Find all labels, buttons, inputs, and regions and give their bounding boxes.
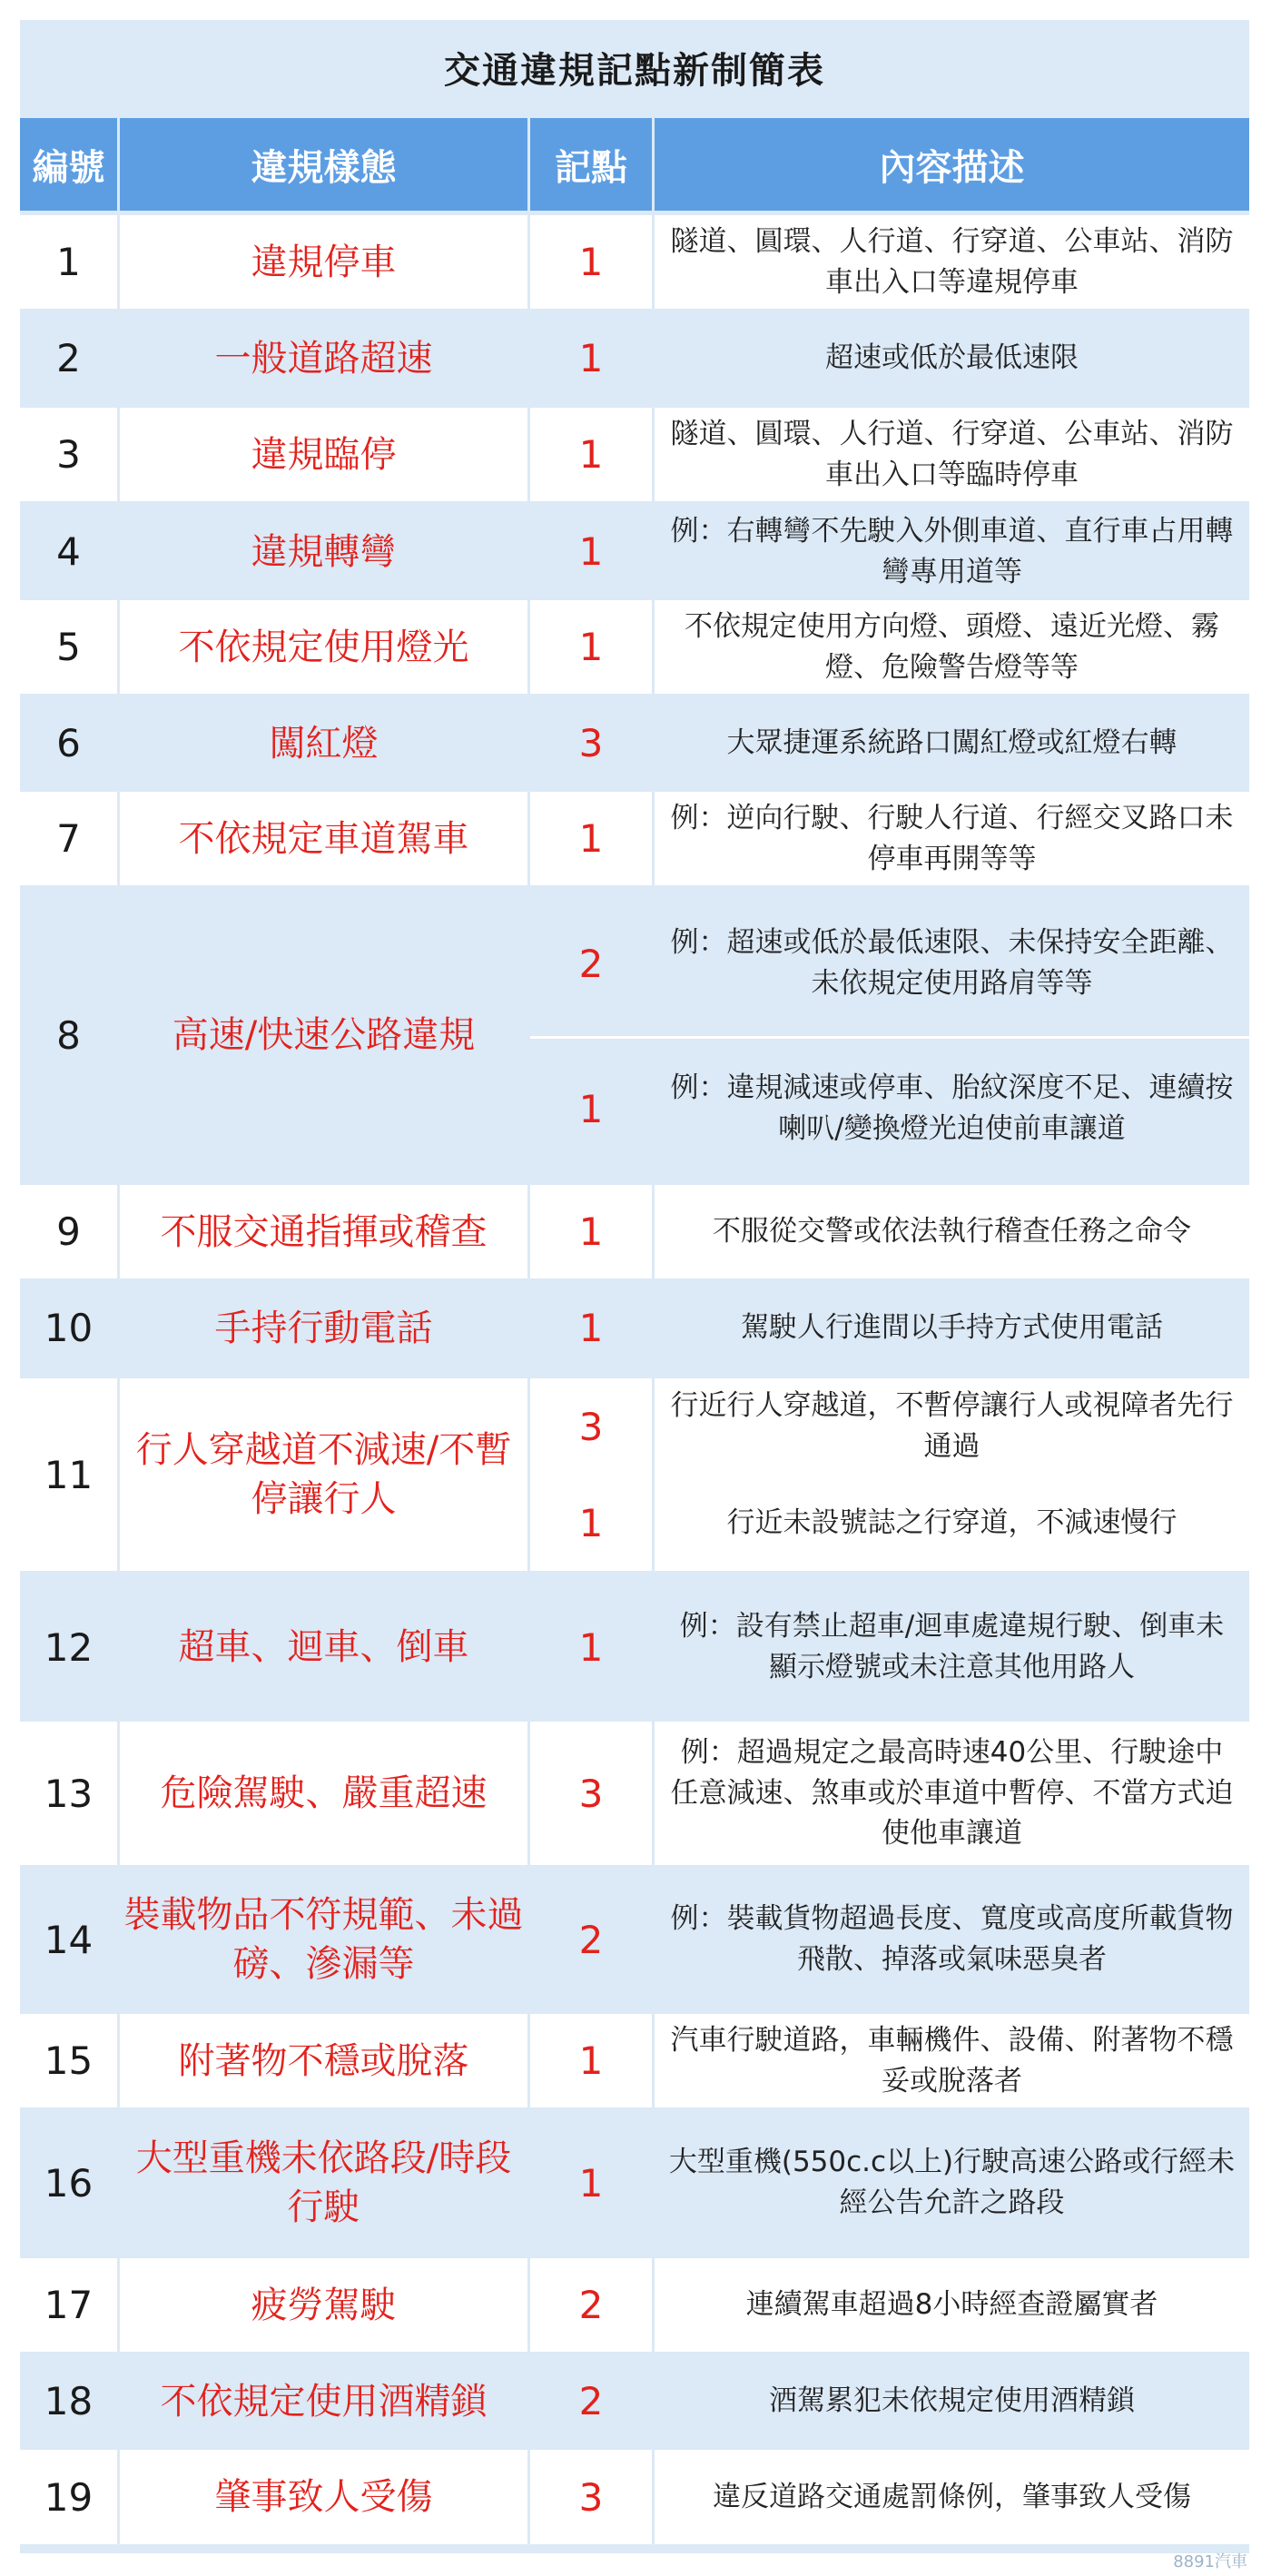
row-3-points: 1 xyxy=(530,408,652,501)
row-17-number: 17 xyxy=(20,2258,117,2352)
row-3-number: 3 xyxy=(20,408,117,501)
row-9-description: 不服從交警或依法執行稽查任務之命令 xyxy=(655,1185,1249,1278)
row-13-points: 3 xyxy=(530,1722,652,1865)
row-15-points: 1 xyxy=(530,2014,652,2107)
row-8-subrow-divider xyxy=(530,1036,1249,1039)
row-6-points: 3 xyxy=(530,696,652,790)
row-2-number: 2 xyxy=(20,311,117,405)
row-1-number: 1 xyxy=(20,215,117,309)
row-5-points: 1 xyxy=(530,600,652,694)
row-19-description: 違反道路交通處罰條例，肇事致人受傷 xyxy=(655,2450,1249,2544)
row-12-violation: 超車、迴車、倒車 xyxy=(120,1575,527,1719)
row-15-violation: 附著物不穩或脫落 xyxy=(120,2014,527,2107)
row-12-number: 12 xyxy=(20,1575,117,1719)
row-17-description: 連續駕車超過8小時經查證屬實者 xyxy=(655,2258,1249,2352)
row-7-description: 例：逆向行駛、行駛人行道、行經交叉路口未停車再開等等 xyxy=(655,792,1249,885)
row-6-violation: 闖紅燈 xyxy=(120,696,527,790)
row-13-violation: 危險駕駛、嚴重超速 xyxy=(120,1722,527,1865)
row-11-number: 11 xyxy=(20,1378,117,1571)
row-14-description: 例：裝載貨物超過長度、寬度或高度所載貨物飛散、掉落或氣味惡臭者 xyxy=(655,1868,1249,2011)
row-2-points: 1 xyxy=(530,311,652,405)
row-11-description-2: 行近未設號誌之行穿道，不減速慢行 xyxy=(655,1475,1249,1571)
header-points: 記點 xyxy=(530,118,652,211)
row-10-violation: 手持行動電話 xyxy=(120,1281,527,1375)
row-2-violation: 一般道路超速 xyxy=(120,311,527,405)
row-4-points: 1 xyxy=(530,505,652,598)
watermark: 8891汽車 xyxy=(1173,2552,1247,2571)
header-description: 內容描述 xyxy=(655,118,1249,211)
row-10-number: 10 xyxy=(20,1281,117,1375)
row-15-number: 15 xyxy=(20,2014,117,2107)
row-18-violation: 不依規定使用酒精鎖 xyxy=(120,2354,527,2448)
row-12-description: 例：設有禁止超車/迴車處違規行駛、倒車未顯示燈號或未注意其他用路人 xyxy=(655,1575,1249,1719)
row-1-points: 1 xyxy=(530,215,652,309)
row-17-points: 2 xyxy=(530,2258,652,2352)
row-9-points: 1 xyxy=(530,1185,652,1278)
row-19-violation: 肇事致人受傷 xyxy=(120,2450,527,2544)
row-2-description: 超速或低於最低速限 xyxy=(655,311,1249,405)
row-8-violation: 高速/快速公路違規 xyxy=(120,890,527,1180)
row-13-description: 例：超過規定之最高時速40公里、行駛途中任意減速、煞車或於車道中暫停、不當方式迫使他車讓道 xyxy=(655,1722,1249,1865)
row-10-points: 1 xyxy=(530,1281,652,1375)
row-6-description: 大眾捷運系統路口闖紅燈或紅燈右轉 xyxy=(655,696,1249,790)
row-13-number: 13 xyxy=(20,1722,117,1865)
row-4-description: 例：右轉彎不先駛入外側車道、直行車占用轉彎專用道等 xyxy=(655,505,1249,598)
row-5-number: 5 xyxy=(20,600,117,694)
row-8-description-2: 例：違規減速或停車、胎紋深度不足、連續按喇叭/變換燈光迫使前車讓道 xyxy=(655,1037,1249,1180)
row-17-violation: 疲勞駕駛 xyxy=(120,2258,527,2352)
row-14-points: 2 xyxy=(530,1868,652,2011)
row-11-description-1: 行近行人穿越道，不暫停讓行人或視障者先行通過 xyxy=(655,1378,1249,1475)
row-8-points-2: 1 xyxy=(530,1037,652,1180)
row-3-description: 隧道、圓環、人行道、行穿道、公車站、消防車出入口等臨時停車 xyxy=(655,408,1249,501)
row-4-number: 4 xyxy=(20,505,117,598)
header-violation: 違規樣態 xyxy=(120,118,527,211)
row-3-violation: 違規臨停 xyxy=(120,408,527,501)
row-16-violation: 大型重機未依路段/時段行駛 xyxy=(120,2111,527,2255)
row-6-number: 6 xyxy=(20,696,117,790)
row-1-violation: 違規停車 xyxy=(120,215,527,309)
row-16-number: 16 xyxy=(20,2111,117,2255)
row-16-points: 1 xyxy=(530,2111,652,2255)
row-11-violation: 行人穿越道不減速/不暫停讓行人 xyxy=(120,1378,527,1571)
row-18-description: 酒駕累犯未依規定使用酒精鎖 xyxy=(655,2354,1249,2448)
header-number: 編號 xyxy=(20,118,117,211)
row-15-description: 汽車行駛道路，車輛機件、設備、附著物不穩妥或脫落者 xyxy=(655,2014,1249,2107)
row-14-number: 14 xyxy=(20,1868,117,2011)
row-8-description-1: 例：超速或低於最低速限、未保持安全距離、未依規定使用路肩等等 xyxy=(655,890,1249,1037)
row-8-number: 8 xyxy=(20,890,117,1180)
row-18-points: 2 xyxy=(530,2354,652,2448)
row-7-number: 7 xyxy=(20,792,117,885)
row-1-description: 隧道、圓環、人行道、行穿道、公車站、消防車出入口等違規停車 xyxy=(655,215,1249,309)
row-7-points: 1 xyxy=(530,792,652,885)
row-18-number: 18 xyxy=(20,2354,117,2448)
row-9-number: 9 xyxy=(20,1185,117,1278)
page-title: 交通違規記點新制簡表 xyxy=(444,49,825,92)
row-9-violation: 不服交通指揮或稽查 xyxy=(120,1185,527,1278)
row-14-violation: 裝載物品不符規範、未過磅、滲漏等 xyxy=(120,1868,527,2011)
row-7-violation: 不依規定車道駕車 xyxy=(120,792,527,885)
row-11-points-1: 3 xyxy=(530,1378,652,1475)
row-16-description: 大型重機(550c.c以上)行駛高速公路或行經未經公告允許之路段 xyxy=(655,2111,1249,2255)
row-8-points-1: 2 xyxy=(530,890,652,1037)
row-5-violation: 不依規定使用燈光 xyxy=(120,600,527,694)
row-4-violation: 違規轉彎 xyxy=(120,505,527,598)
row-11-points-2: 1 xyxy=(530,1475,652,1571)
row-12-points: 1 xyxy=(530,1575,652,1719)
row-5-description: 不依規定使用方向燈、頭燈、遠近光燈、霧燈、危險警告燈等等 xyxy=(655,600,1249,694)
row-19-points: 3 xyxy=(530,2450,652,2544)
row-10-description: 駕駛人行進間以手持方式使用電話 xyxy=(655,1281,1249,1375)
row-19-number: 19 xyxy=(20,2450,117,2544)
